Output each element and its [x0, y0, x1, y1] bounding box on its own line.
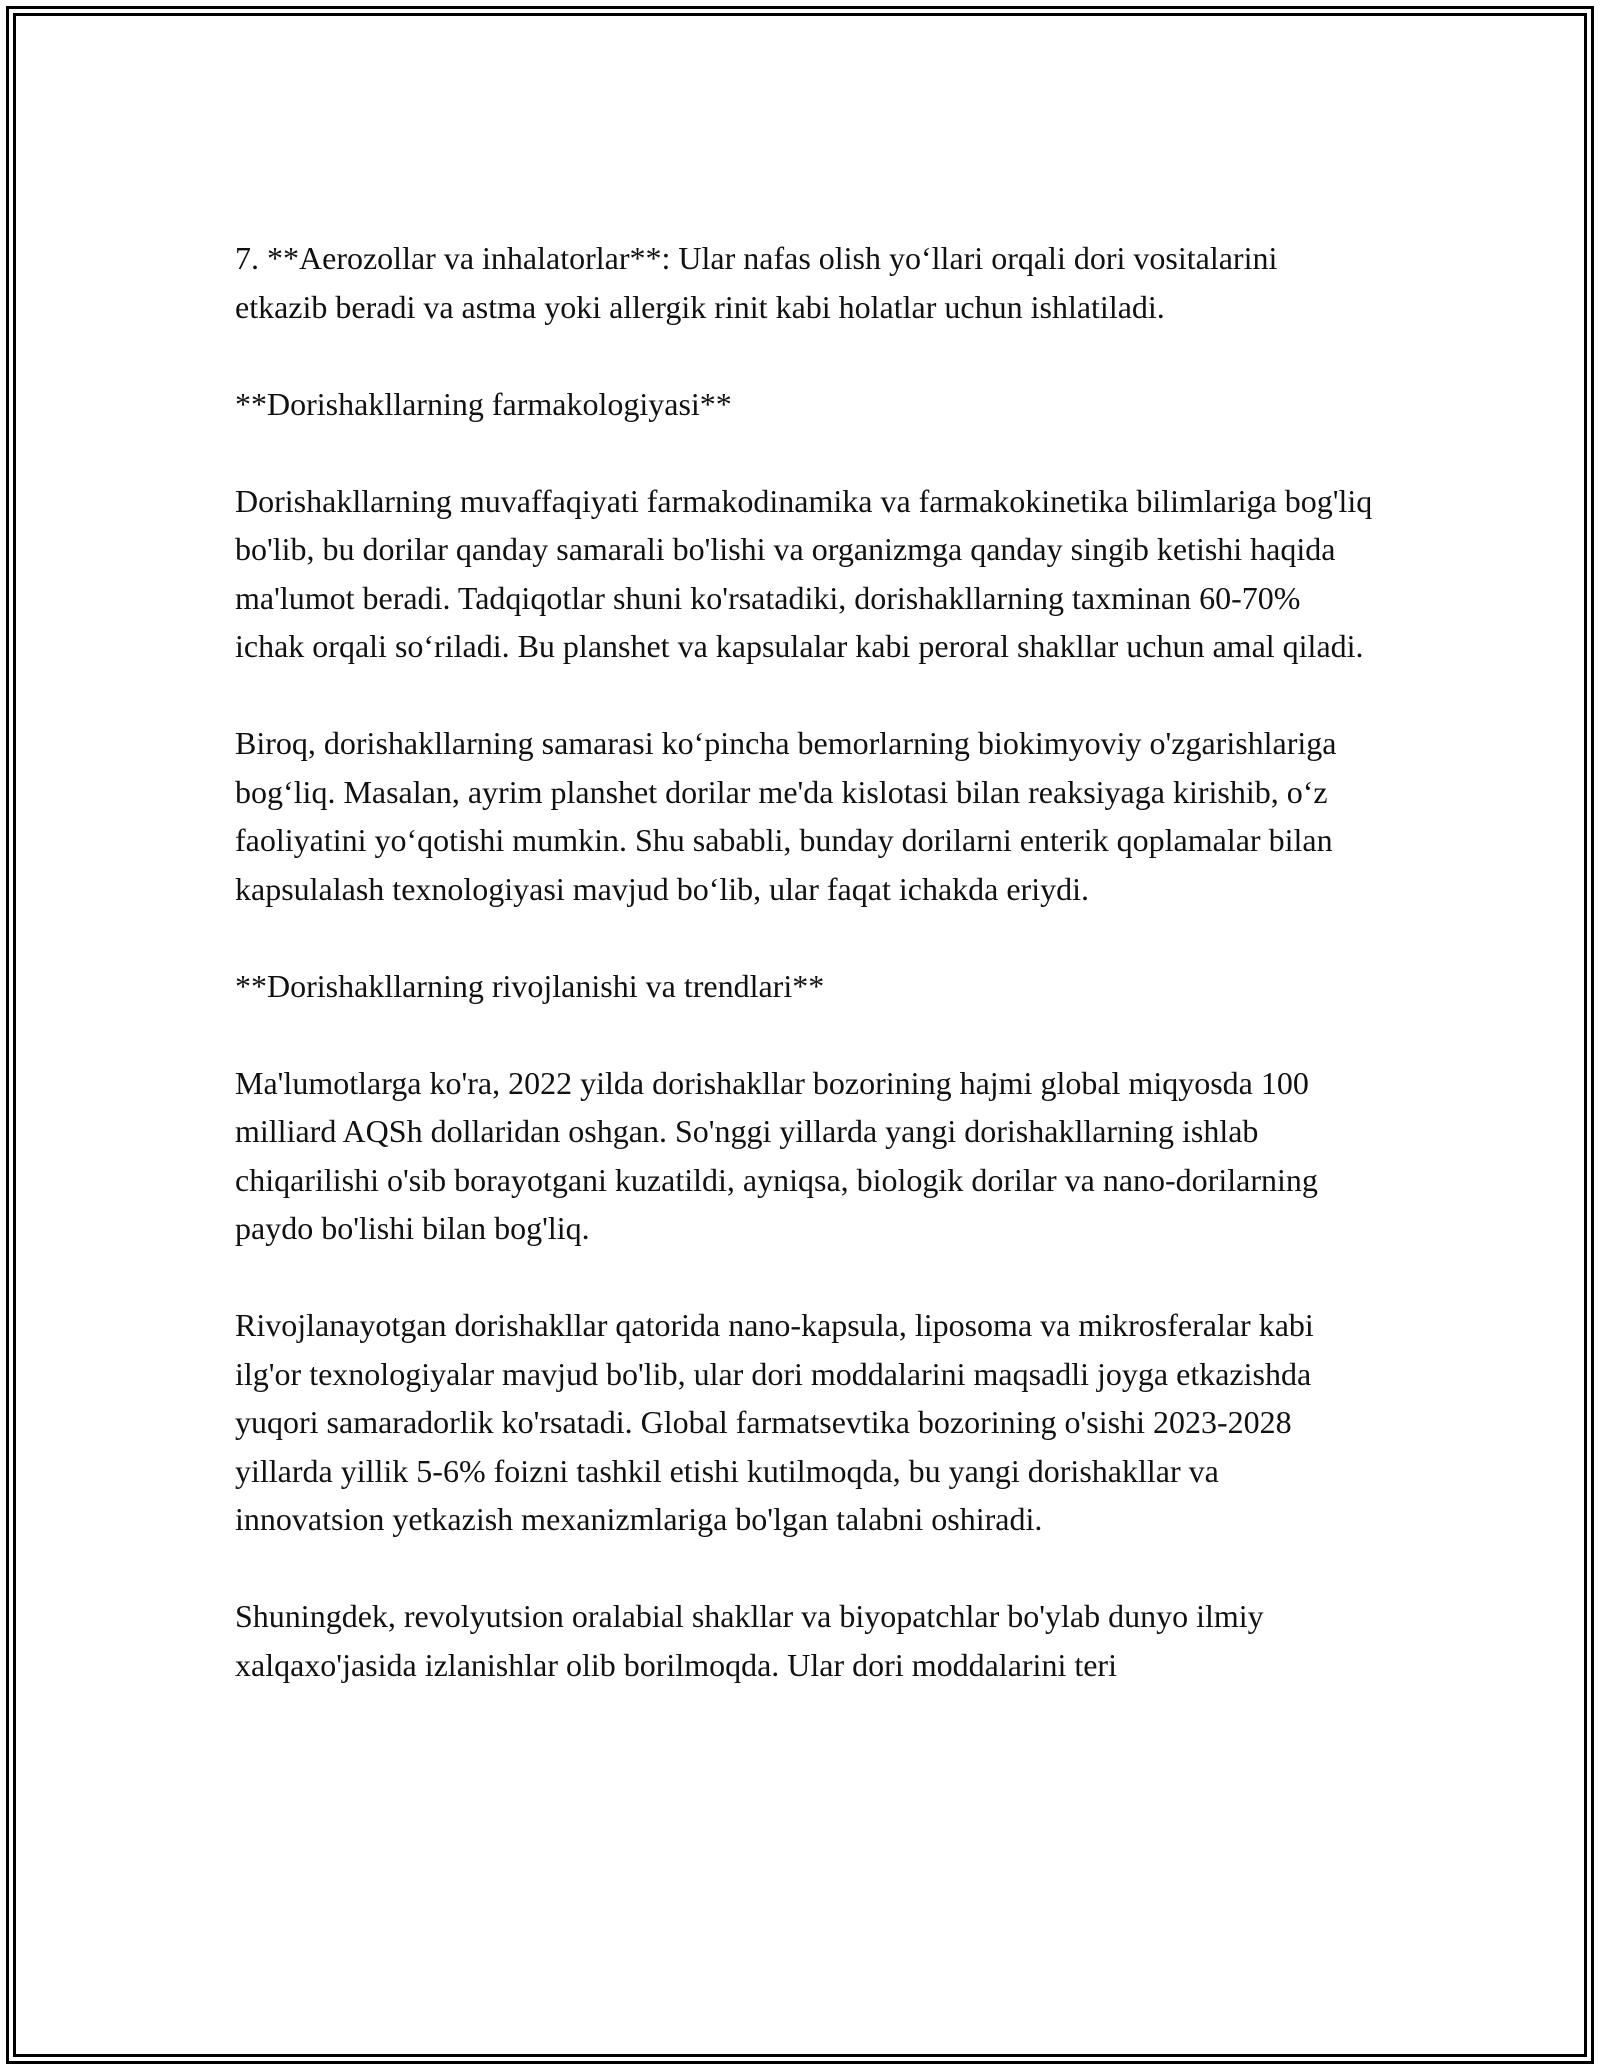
paragraph-pharmacology-success: Dorishakllarning muvaffaqiyati farmakodinamika va farmakokinetika bilimlariga bog'liq bo'lib, bu dorilar qanday samarali bo'lishi va organizmga qanday singib ketishi haqida ma'lumot beradi. Tadqiqotlar shuni ko'rsatadiki, dorishakllarning taxminan 60-70% ichak orqali so‘riladi. Bu planshet va kapsulalar kabi peroral shakllar uchun amal qiladi.: [235, 482, 1373, 664]
paragraph-nano-technologies: Rivojlanayotgan dorishakllar qatorida nano-kapsula, liposoma va mikrosferalar kabi ilg'or texnologiyalar mavjud bo'lib, ular dori moddalarini maqsadli joyga etkazishda yuqori samaradorlik ko'rsatadi. Global farmatsevtika bozorining o'sishi 2023-2028 yillarda yillik 5-6% foizni tashkil etishi kutilmoqda, bu yangi dorishakllar va innovatsion yetkazish mexanizmlariga bo'lgan talabni oshiradi.: [235, 1307, 1314, 1537]
paragraph-oralabial-forms: Shuningdek, revolyutsion oralabial shakllar va biyopatchlar bo'ylab dunyo ilmiy xalqaxo'jasida izlanishlar olib borilmoqda. Ular dori moddalarini teri: [235, 1598, 1264, 1683]
section-heading-pharmacology: **Dorishakllarning farmakologiyasi**: [235, 385, 732, 422]
paragraph-aerosols-item: 7. **Aerozollar va inhalatorlar**: Ular nafas olish yo‘llari orqali dori vositalarini etkazib beradi va astma yoki allergik rinit kabi holatlar uchun ishlatiladi.: [235, 240, 1278, 325]
paragraph-market-size: Ma'lumotlarga ko'ra, 2022 yilda dorishakllar bozorining hajmi global miqyosda 100 milliard AQSh dollaridan oshgan. So'nggi yillarda yangi dorishakllarning ishlab chiqarilishi o'sib borayotgani kuzatildi, ayniqsa, biologik dorilar va nano-dorilarning paydo bo'lishi bilan bog'liq.: [235, 1064, 1318, 1246]
paragraph-biochemical-changes: Biroq, dorishakllarning samarasi ko‘pincha bemorlarning biokimyoviy o'zgarishlariga bog‘liq. Masalan, ayrim planshet dorilar me'da kislotasi bilan reaksiyaga kirishib, o‘z faoliyatini yo‘qotishi mumkin. Shu sababli, bunday dorilarni enterik qoplamalar bilan kapsulalash texnologiyasi mavjud bo‘lib, ular faqat ichakda eriydi.: [235, 725, 1337, 907]
document-body: [235, 234, 1375, 1689]
section-heading-trends: **Dorishakllarning rivojlanishi va trendlari**: [235, 967, 825, 1004]
